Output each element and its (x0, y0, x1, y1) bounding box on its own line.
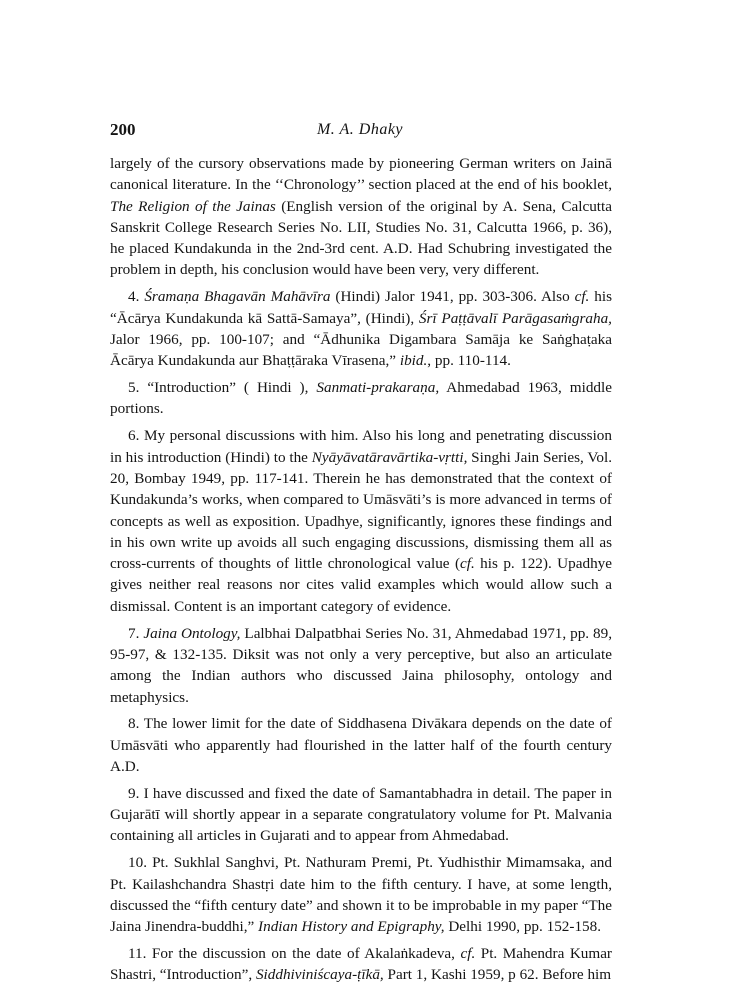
text-run: (Hindi) Jalor 1941, pp. 303-306. Also (330, 288, 575, 306)
book-title: Śrī Paṭṭāvalī Parāgasaṁgraha, (418, 309, 612, 327)
book-title: Śramaṇa Bhagavān Mahāvīra (144, 288, 331, 306)
text-run: 7. (128, 624, 144, 642)
italic-term: ibid. (399, 352, 428, 370)
footnote-6 (110, 425, 612, 617)
italic-term: cf. (574, 288, 590, 306)
footnote-11 (110, 943, 612, 986)
page-number: 200 (110, 120, 136, 139)
footnote-10 (110, 852, 612, 937)
text-run: Pt. Mahendra Kumar Shastri, “Introduction”, (110, 945, 612, 984)
text-run: 6. My personal discussions with him. Also his long and penetrating discussion in his introduction (Hindi) to the (110, 427, 612, 466)
text-run: , pp. 110-114. (427, 352, 511, 370)
footnote-7 (110, 623, 612, 708)
text-run: 4. (128, 288, 145, 306)
italic-term: cf. (460, 945, 476, 963)
footnotes-text (110, 153, 612, 991)
text-run: Lalbhai Dalpatbhai Series No. 31, Ahmedabad 1971, pp. 89, 95-97, & 132-135. Diksit was not only a very perceptive, but also an articulate among the Indian authors who discussed Jaina philosophy, ontology and metaphysics. (110, 624, 613, 706)
text-run: (English version of the original by A. Sena, Calcutta Sanskrit College Research Series No. LII, Studies No. 31, Calcutta 1966, p. 36), he placed Kundakunda in the 2nd-3rd cent. A.D. Had Schubring investigated the problem in depth, his conclusion would have been very, very different. (110, 197, 612, 279)
text-run: his “Ācārya Kundakunda kā Sattā-Samaya”, (Hindi), (110, 288, 612, 327)
book-title: Nyāyāvatāravārtika-vṛtti, (311, 448, 468, 466)
footnote-4 (110, 286, 612, 371)
text-run: Part 1, Kashi 1959, p 62. Before him (383, 966, 612, 984)
book-title: Sanmati-prakaraṇa, (316, 379, 440, 397)
italic-term: cf. (460, 555, 475, 573)
footnote-8 (110, 713, 612, 777)
text-run: 11. For the discussion on the date of Akalaṅkadeva, (128, 945, 461, 963)
text-run: Jalor 1966, pp. 100-107; and “Ādhunika Digambara Samāja ke Saṅghaṭaka Ācārya Kundakunda aur Bhaṭṭāraka Vīrasena,” (110, 330, 612, 370)
book-title: Indian History and Epigraphy, (258, 918, 445, 936)
book-title: Siddhiviniścaya-ṭīkā, (255, 966, 384, 984)
text-run: Ahmedabad 1963, middle portions. (110, 379, 612, 418)
text-run: largely of the cursory observations made by pioneering German writers on Jainā canonical literature. In the ‘‘Chronology’’ section placed at the end of his booklet, (110, 155, 612, 194)
text-run: Delhi 1990, pp. 152-158. (444, 918, 602, 936)
text-run: Singhi Jain Series, Vol. 20, Bombay 1949, pp. 117-141. Therein he has demonstrated that the context of Kundakunda’s works, when compared to Umāsvāti’s is more advanced in terms of concepts as well as exposition. Upadhye, significantly, ignores these findings and in his own write up avoids all such engaging discussions, dismissing them all as cross-currents of thoughts of little chronological value ( (110, 448, 613, 573)
text-run: 10. Pt. Sukhlal Sanghvi, Pt. Nathuram Premi, Pt. Yudhisthir Mimamsaka, and Pt. Kailashchandra Shastṛi date him to the fifth century. I have, at some length, discussed the “fifth century date” and shown it to be improbable in my paper “The Jaina Jinendra-buddhi,” (110, 854, 612, 936)
footnote-9 (110, 783, 612, 847)
footnote-5 (110, 377, 612, 420)
text-run: 5. “Introduction” ( Hindi ), (128, 379, 317, 397)
page-header (110, 120, 610, 144)
text-run: 8. The lower limit for the date of Siddhasena Divākara depends on the date of Umāsvāti who apparently had flourished in the latter half of the fourth century A.D. (110, 715, 612, 775)
paragraph-continuation (110, 153, 612, 281)
running-title: M. A. Dhaky (316, 121, 404, 138)
text-run: his p. 122). Upadhye gives neither real reasons nor cites valid examples which would allow such a dismissal. Content is an important category of evidence. (110, 555, 612, 615)
text-run: 9. I have discussed and fixed the date of Samantabhadra in detail. The paper in Gujarātī will shortly appear in a separate congratulatory volume for Pt. Malvania containing all articles in Gujarati and to appear from Ahmedabad. (110, 784, 612, 845)
book-title: The Religion of the Jainas (110, 197, 276, 215)
book-title: Jaina Ontology, (143, 624, 241, 642)
